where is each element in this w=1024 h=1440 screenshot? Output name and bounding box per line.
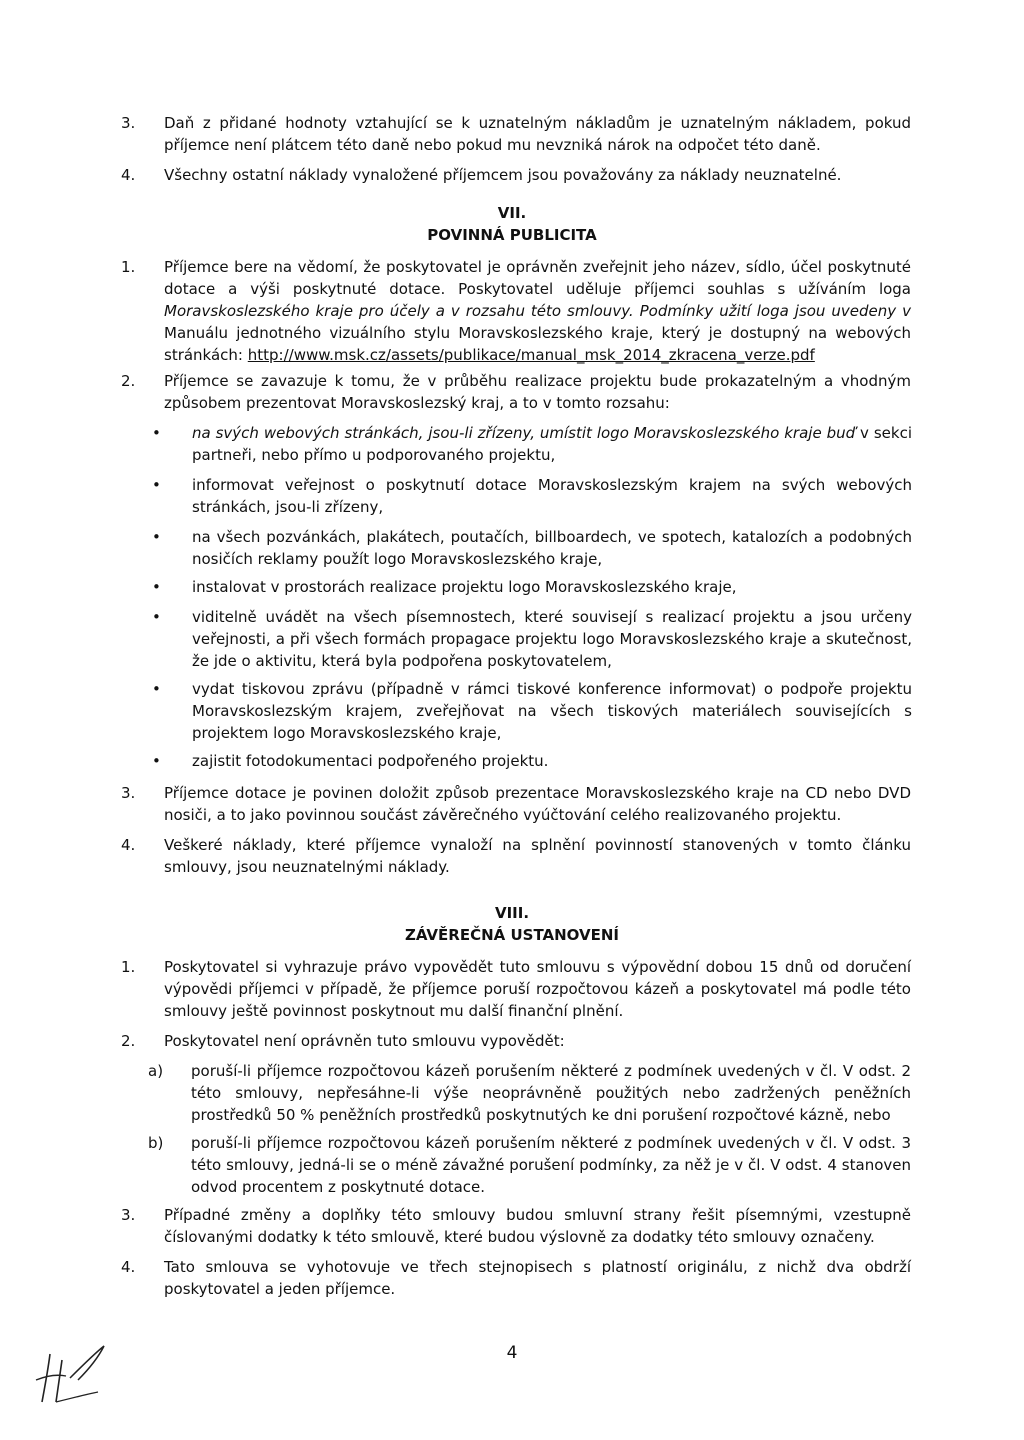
- paragraph-text: Veškeré náklady, které příjemce vynaloží na splnění povinností stanovených v tomto článku smlouvy, jsou neuznatelnými náklady.: [164, 836, 911, 876]
- paragraph-number: 4.: [121, 166, 136, 184]
- manual-link[interactable]: http://www.msk.cz/assets/publikace/manual_msk_2014_zkracena_verze.pdf: [247, 346, 815, 364]
- paragraph-text: Příjemce se zavazuje k tomu, že v průběhu realizace projektu bude prokazatelným a vhodným způsobem prezentovat Moravskoslezský kraj, a to v tomto rozsahu:: [164, 372, 911, 412]
- bullet-dot-icon: •: [152, 476, 161, 494]
- sub-item-text: poruší-li příjemce rozpočtovou kázeň porušením některé z podmínek uvedených v čl. V odst. 2 této smlouvy, nepřesáhne-li výše neoprávněně použitých nebo zadržených peněžních prostředků 50 % peněžních prostředků poskytnutých ke dni porušení rozpočtové kázně, nebo: [191, 1062, 911, 1124]
- paragraph-viii-3: [121, 1204, 911, 1248]
- list-item: • na svých webových stránkách, jsou-li zřízeny, umístit logo Moravskoslezského kraje buď v sekci partneři, nebo přímo u podporovaného projektu,: [152, 424, 912, 464]
- paragraph-number: 3.: [121, 784, 136, 802]
- paragraph-number: 3.: [121, 114, 136, 132]
- paragraph-vii-3: [121, 782, 911, 826]
- sub-item-label: a): [148, 1062, 164, 1080]
- paragraph-text: Příjemce bere na vědomí, že poskytovatel je oprávněn zveřejnit jeho název, sídlo, účel poskytnuté dotace a výši poskytnuté dotace. Poskytovatel uděluje příjemci souhlas s užíváním loga Moravskoslezského kraje pro účely a v rozsahu této smlouvy. Podmínky užití loga jsou uvedeny v Manuálu jednotného vizuálního stylu Moravskoslezského kraje, který je dostupný na webových stránkách: http://www.msk.cz/assets/publikace/manual_msk_2014_zkracena_verze.pdf: [164, 258, 911, 364]
- list-item: • na všech pozvánkách, plakátech, poutačích, billboardech, ve spotech, katalozích a podobných nosičích reklamy použít logo Moravskoslezského kraje,: [152, 528, 912, 568]
- list-item: • instalovat v prostorách realizace projektu logo Moravskoslezského kraje,: [152, 578, 737, 596]
- section-vii-number: VII.: [497, 204, 527, 222]
- section-viii-number: VIII.: [494, 904, 530, 922]
- list-item: • viditelně uvádět na všech písemnostech, které souvisejí s realizací projektu a jsou určeny veřejnosti, a při všech formách propagace projektu logo Moravskoslezského kraje a skutečnost, že jde o aktivitu, která byla podpořena poskytovatelem,: [152, 608, 912, 670]
- paragraph-viii-2: [121, 1030, 911, 1052]
- paragraph-vii-1: [121, 256, 911, 366]
- bullet-dot-icon: •: [152, 752, 161, 770]
- paragraph-viii-4: [121, 1256, 911, 1300]
- paragraph-text: Případné změny a doplňky této smlouvy budou smluvní strany řešit písemnými, vzestupně číslovanými dodatky k této smlouvě, které budou výslovně za dodatky této smlouvy označeny.: [164, 1206, 911, 1246]
- paragraph-text: Tato smlouva se vyhotovuje ve třech stejnopisech s platností originálu, z nichž dva obdrží poskytovatel a jeden příjemce.: [164, 1258, 911, 1298]
- paragraph-vi-3: [121, 112, 911, 156]
- paragraph-number: 4.: [121, 836, 136, 854]
- paragraph-number: 1.: [121, 258, 136, 276]
- list-item: • informovat veřejnost o poskytnutí dotace Moravskoslezským krajem na svých webových stránkách, jsou-li zřízeny,: [152, 476, 912, 516]
- paragraph-vii-4: [121, 834, 911, 878]
- list-item: • zajistit fotodokumentaci podpořeného projektu.: [152, 752, 549, 770]
- list-item: • vydat tiskovou zprávu (případně v rámci tiskové konference informovat) o podpoře projektu Moravskoslezským krajem, zveřejňovat na všech tiskových materiálech souvisejících s projektem logo Moravskoslezského kraje,: [152, 680, 912, 742]
- bullet-dot-icon: •: [152, 424, 161, 442]
- page-number: 4: [506, 1343, 518, 1363]
- paragraph-number: 2.: [121, 372, 136, 390]
- paragraph-vi-4: [121, 164, 911, 186]
- sub-item-b: [148, 1132, 911, 1198]
- paragraph-number: 3.: [121, 1206, 136, 1224]
- sub-item-label: b): [148, 1134, 164, 1152]
- paragraph-vii-2: [121, 370, 911, 414]
- paragraph-number: 2.: [121, 1032, 136, 1050]
- sub-item-a: [148, 1060, 911, 1126]
- section-viii-title: ZÁVĚREČNÁ USTANOVENÍ: [404, 926, 620, 944]
- section-vii-title: POVINNÁ PUBLICITA: [427, 226, 597, 244]
- paragraph-viii-1: [121, 956, 911, 1022]
- handwritten-initials-icon: [32, 1340, 122, 1410]
- paragraph-text: Příjemce dotace je povinen doložit způsob prezentace Moravskoslezského kraje na CD nebo DVD nosiči, a to jako povinnou součást závěrečného vyúčtování celého realizovaného projektu.: [164, 784, 911, 824]
- paragraph-text: Poskytovatel si vyhrazuje právo vypovědět tuto smlouvu s výpovědní dobou 15 dnů od doručení výpovědi příjemci v případě, že příjemce poruší rozpočtovou kázeň a poskytovatel má podle této smlouvy ještě povinnost poskytnout mu další finanční plnění.: [164, 958, 911, 1020]
- paragraph-number: 1.: [121, 958, 136, 976]
- paragraph-text: Poskytovatel není oprávněn tuto smlouvu vypovědět:: [164, 1032, 565, 1050]
- bullet-dot-icon: •: [152, 680, 161, 698]
- paragraph-text: Daň z přidané hodnoty vztahující se k uznatelným nákladům je uznatelným nákladem, pokud příjemce není plátcem této daně nebo pokud mu nevzniká nárok na odpočet této daně.: [164, 114, 911, 154]
- bullet-dot-icon: •: [152, 578, 161, 596]
- italic-text: Moravskoslezského kraje pro účely a v rozsahu této smlouvy. Podmínky užití loga jsou uvedeny v: [164, 302, 911, 320]
- sub-item-text: poruší-li příjemce rozpočtovou kázeň porušením některé z podmínek uvedených v čl. V odst. 3 této smlouvy, jedná-li se o méně závažné porušení podmínky, za něž je v čl. V odst. 4 stanoven odvod procentem z poskytnuté dotace.: [191, 1134, 911, 1196]
- bullet-dot-icon: •: [152, 528, 161, 546]
- bullet-dot-icon: •: [152, 608, 161, 626]
- paragraph-text: Všechny ostatní náklady vynaložené příjemcem jsou považovány za náklady neuznatelné.: [164, 166, 842, 184]
- paragraph-number: 4.: [121, 1258, 136, 1276]
